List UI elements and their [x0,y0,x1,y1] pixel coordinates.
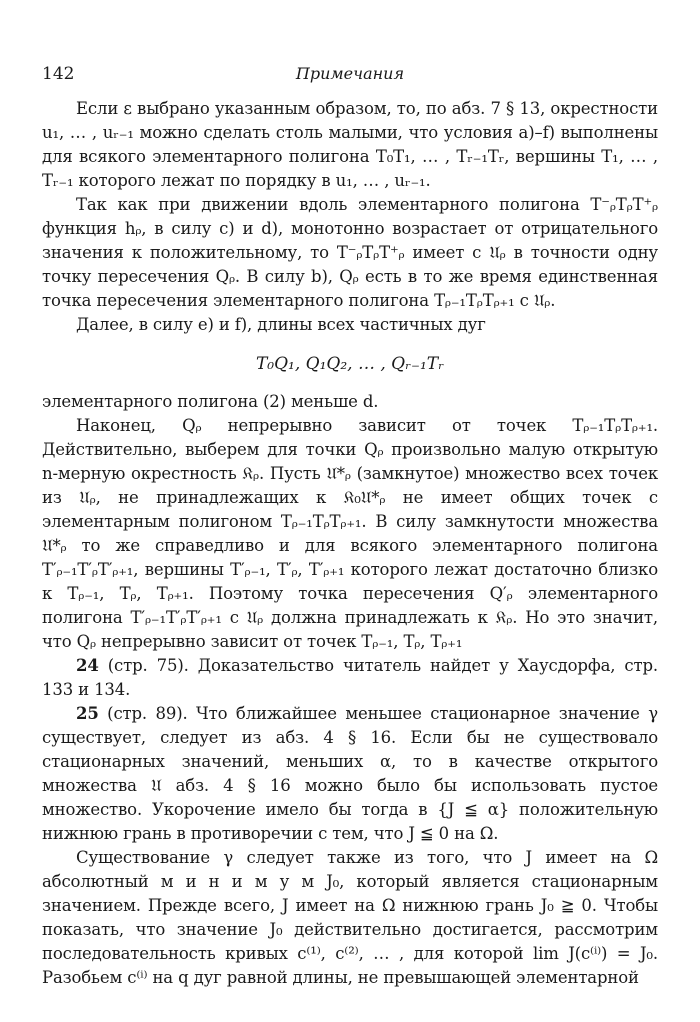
paragraph-partial-arcs: Далее, в силу e) и f), длины всех частичных дуг [76,315,486,334]
running-title: Примечания [295,64,405,83]
note-25 [42,702,658,846]
page-number: 142 [42,64,75,84]
paragraph-monotone-function: Так как при движении вдоль элементарного полигона T⁻ᵨTᵨT⁺ᵨ функция hᵨ, в силу c) и d), монотонно возрастает от отрицательного значения к положительному, то T⁻ᵨTᵨT⁺ᵨ имеет с 𝔘ᵨ в точности одну точку пересечения Qᵨ. В силу b), Qᵨ есть в то же время единственная точка пересечения элементарного полигона Tᵨ₋₁TᵨTᵨ₊₁ с 𝔘ᵨ. [42,195,658,310]
note-24 [42,654,658,702]
paragraph-neighborhoods: Если ε выбрано указанным образом, то, по абз. 7 § 13, окрестности u₁, … , uᵣ₋₁ можно сделать столь малыми, что условия a)–f) выполнены для всякого элементарного полигона T₀T₁, … , Tᵣ₋₁Tᵣ, вершины T₁, … , Tᵣ₋₁ которого лежат по порядку в u₁, … , uᵣ₋₁. [42,99,658,190]
note-number: 24 [76,656,99,675]
page-header [42,64,658,88]
page-body [42,97,658,990]
note-text: (стр. 75). Доказательство читатель найдет у Хаусдорфа, стр. 133 и 134. [42,656,658,699]
paragraph-existence-gamma: Существование γ следует также из того, что J имеет на Ω абсолютный м и н и м у м J₀, который является стационарным значением. Прежде всего, J имеет на Ω нижнюю грань J₀ ≧ 0. Чтобы показать, что значение J₀ действительно достигается, рассмотрим последовательность кривых c⁽¹⁾, c⁽²⁾, … , для которой lim J(c⁽ⁱ⁾) = J₀. Разобьем c⁽ⁱ⁾ на q дуг равной длины, не превышающей элементарной [42,848,658,987]
note-text: (стр. 89). Что ближайшее меньшее стационарное значение γ существует, следует из абз. 4 § 16. Если бы не существовало стационарных значений, меньших α, то в качестве открытого множества 𝔘 абз. 4 § 16 можно было бы использовать пустое множество. Укорочение имело бы тогда в {J ≦ α} положительную нижнюю грань в противоречии с тем, что J ≦ 0 на Ω. [42,704,658,843]
paragraph-arc-length: элементарного полигона (2) меньше d. [42,392,379,411]
paragraph-continuity: Наконец, Qᵨ непрерывно зависит от точек Tᵨ₋₁TᵨTᵨ₊₁. Действительно, выберем для точки Qᵨ произвольно малую открытую n-мерную окрестность 𝔎ᵨ. Пусть 𝔘*ᵨ (замкнутое) множество всех точек из 𝔘ᵨ, не принадлежащих к 𝔎₀𝔘*ᵨ не имеет общих точек с элементарным полигоном Tᵨ₋₁TᵨTᵨ₊₁. В силу замкнутости множества 𝔘*ᵨ то же справедливо и для всякого элементарного полигона T′ᵨ₋₁T′ᵨT′ᵨ₊₁, вершины T′ᵨ₋₁, T′ᵨ, T′ᵨ₊₁ которого лежат достаточно близко к Tᵨ₋₁, Tᵨ, Tᵨ₊₁. Поэтому точка пересечения Q′ᵨ элементарного полигона T′ᵨ₋₁T′ᵨT′ᵨ₊₁ с 𝔘ᵨ должна принадлежать к 𝔎ᵨ. Но это значит, что Qᵨ непрерывно зависит от точек Tᵨ₋₁, Tᵨ, Tᵨ₊₁ [42,416,658,651]
displayed-equation: T₀Q₁, Q₁Q₂, … , Qᵣ₋₁Tᵣ [255,354,445,374]
note-number: 25 [76,704,99,723]
